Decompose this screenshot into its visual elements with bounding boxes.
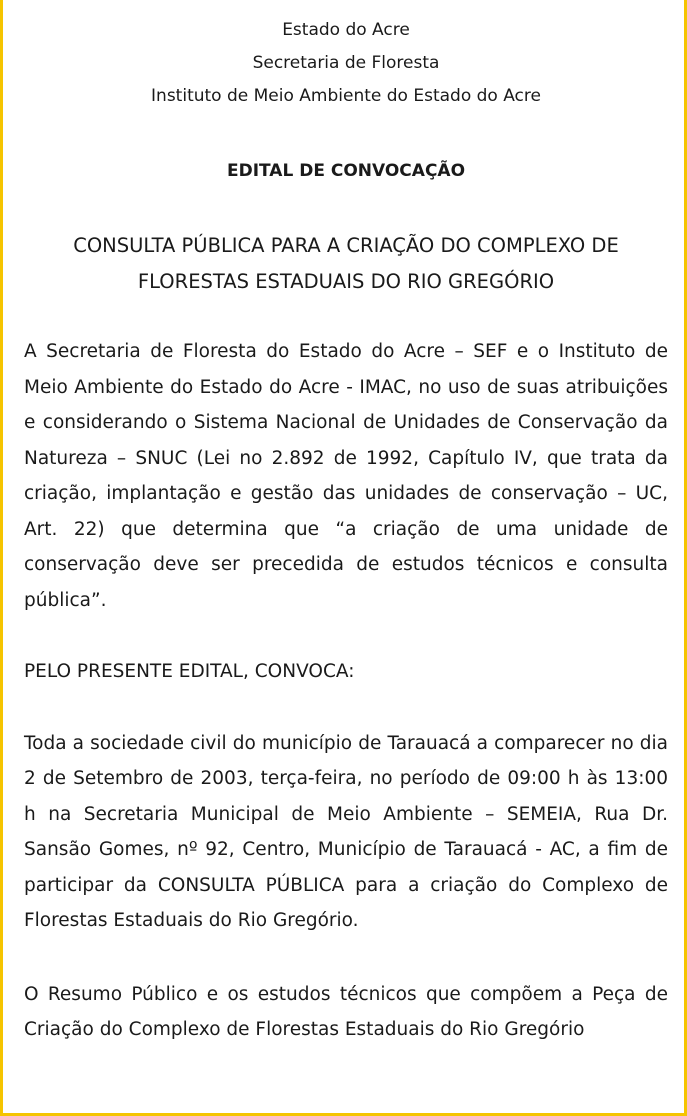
document-header: [24, 14, 668, 113]
document-content: [24, 14, 668, 1048]
header-institute: Instituto de Meio Ambiente do Estado do Acre: [151, 86, 541, 106]
header-secretariat: Secretaria de Floresta: [252, 53, 440, 73]
subtitle-line-1: CONSULTA PÚBLICA PARA A CRIAÇÃO DO COMPLEXO DE: [73, 234, 619, 257]
paragraph-public-summary: O Resumo Público e os estudos técnicos que compõem a Peça de Criação do Complexo de Florestas Estaduais do Rio Gregório: [24, 983, 668, 1040]
document-title: EDITAL DE CONVOCAÇÃO: [226, 161, 466, 181]
paragraph-intro: A Secretaria de Floresta do Estado do Acre – SEF e o Instituto de Meio Ambiente do Estado do Acre - IMAC, no uso de suas atribuições e considerando o Sistema Nacional de Unidades de Conservação da Natureza – SNUC (Lei no 2.892 de 1992, Capítulo IV, que trata da criação, implantação e gestão das unidades de conservação – UC, Art. 22) que determina que “a criação de uma unidade de conservação deve ser precedida de estudos técnicos e consulta pública”.: [24, 341, 668, 611]
header-state: Estado do Acre: [282, 20, 410, 40]
paragraph-convocation-details: Toda a sociedade civil do município de Tarauacá a comparecer no dia 2 de Setembro de 2003, terça-feira, no período de 09:00 h às 13:00 h na Secretaria Municipal de Meio Ambiente – SEMEIA, Rua Dr. Sansão Gomes, nº 92, Centro, Município de Tarauacá - AC, a fim de participar da CONSULTA PÚBLICA para a criação do Complexo de Florestas Estaduais do Rio Gregório.: [24, 732, 668, 931]
subtitle-line-2: FLORESTAS ESTADUAIS DO RIO GREGÓRIO: [137, 270, 555, 293]
document-subtitle: [24, 228, 668, 300]
paragraph-convoca: PELO PRESENTE EDITAL, CONVOCA:: [24, 661, 355, 682]
